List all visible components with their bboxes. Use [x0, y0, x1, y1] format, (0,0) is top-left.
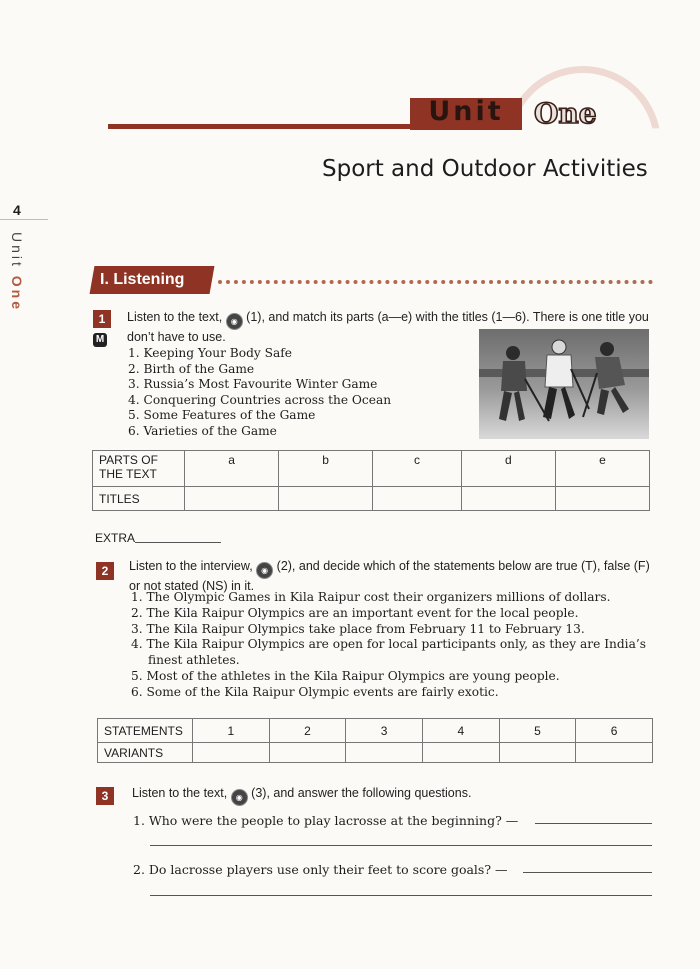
ex2-instruction-post: (2), and decide which of the statements below are true (T), false (F) or not stated (NS) in it.: [129, 559, 650, 593]
ex1-instruction-pre: Listen to the text,: [127, 310, 223, 324]
audio-disc-icon: ◉: [256, 562, 273, 579]
answer-cell[interactable]: [269, 743, 346, 763]
question-1: 1. Who were the people to play lacrosse at the beginning? —: [133, 813, 519, 828]
list-item: 2. The Kila Raipur Olympics are an important event for the local people.: [131, 605, 579, 620]
answer-cell[interactable]: [373, 487, 462, 511]
table-cell: d: [461, 451, 555, 487]
table-cell: b: [279, 451, 373, 487]
marker-icon: M: [93, 333, 107, 347]
answer-cell[interactable]: [193, 743, 270, 763]
exercise-2-number: 2: [96, 562, 114, 580]
answer-cell[interactable]: [555, 487, 649, 511]
table-header-parts: PARTS OF THE TEXT: [93, 451, 185, 487]
list-item: 5. Some Features of the Game: [128, 408, 316, 422]
table-cell: 6: [576, 719, 653, 743]
answer-line[interactable]: [523, 872, 652, 873]
extra-label: EXTRA: [95, 531, 136, 545]
exercise-1-number: 1: [93, 310, 111, 328]
hockey-photo: [479, 329, 649, 439]
section-tab: [90, 266, 215, 294]
dotted-rule: [218, 270, 653, 284]
matching-table: [92, 450, 650, 511]
table-cell: 4: [422, 719, 499, 743]
unit-word: Unit: [428, 96, 504, 127]
list-item: 6. Some of the Kila Raipur Olympic events are fairly exotic.: [131, 684, 499, 699]
list-item: 1. Keeping Your Body Safe: [128, 346, 292, 360]
answer-cell[interactable]: [576, 743, 653, 763]
answer-line[interactable]: [150, 895, 652, 896]
answer-cell[interactable]: [279, 487, 373, 511]
side-unit-word: Unit: [9, 232, 25, 269]
answer-line[interactable]: [150, 845, 652, 846]
list-item: 4. Conquering Countries across the Ocean: [128, 392, 392, 407]
decorative-arc: [505, 66, 661, 222]
ex3-instruction-post: (3), and answer the following questions.: [251, 786, 472, 800]
question-2: 2. Do lacrosse players use only their feet to score goals? —: [133, 862, 508, 877]
exercise-3-instruction: [132, 786, 652, 806]
ex3-instruction-pre: Listen to the text,: [132, 786, 228, 800]
answer-cell[interactable]: [422, 743, 499, 763]
table-cell: 5: [499, 719, 576, 743]
page-title: Sport and Outdoor Activities: [322, 156, 648, 182]
table-cell: c: [373, 451, 462, 487]
statements-table: [97, 718, 653, 763]
exercise-2-list: [131, 590, 659, 701]
list-item: 1. The Olympic Games in Kila Raipur cost their organizers millions of dollars.: [131, 590, 611, 604]
table-header-statements: STATEMENTS: [98, 719, 193, 743]
exercise-3-number: 3: [96, 787, 114, 805]
exercise-2-instruction: [129, 559, 654, 594]
side-unit-label: [9, 232, 25, 312]
table-cell: 2: [269, 719, 346, 743]
side-one-word: One: [9, 275, 25, 313]
table-header-titles: TITLES: [93, 487, 185, 511]
list-item: 2. Birth of the Game: [128, 361, 255, 376]
extra-answer-line[interactable]: [135, 542, 221, 543]
audio-disc-icon: ◉: [231, 789, 248, 806]
answer-cell[interactable]: [346, 743, 423, 763]
answer-cell[interactable]: [185, 487, 279, 511]
ex2-instruction-pre: Listen to the interview,: [129, 559, 253, 573]
list-item: 3. Russia’s Most Favourite Winter Game: [128, 377, 378, 391]
list-item: 6. Varieties of the Game: [128, 423, 277, 438]
table-cell: e: [555, 451, 649, 487]
answer-cell[interactable]: [461, 487, 555, 511]
one-word: One: [534, 97, 597, 130]
list-item: 4. The Kila Raipur Olympics are open for local participants only, as they are India’s finest athletes.: [131, 637, 646, 668]
ex1-instruction-post: (1), and match its parts (a—e) with the titles (1—6). There is one title you don’t have to use.: [127, 310, 649, 344]
page-number: 4: [13, 202, 21, 218]
audio-disc-icon: ◉: [226, 313, 243, 330]
side-divider: [0, 219, 48, 220]
table-cell: 3: [346, 719, 423, 743]
answer-line[interactable]: [535, 823, 652, 824]
list-item: 5. Most of the athletes in the Kila Raipur Olympics are young people.: [131, 668, 560, 683]
table-cell: a: [185, 451, 279, 487]
table-header-variants: VARIANTS: [98, 743, 193, 763]
exercise-1-list: [128, 346, 468, 439]
section-label: I. Listening: [100, 271, 185, 288]
answer-cell[interactable]: [499, 743, 576, 763]
list-item: 3. The Kila Raipur Olympics take place from February 11 to February 13.: [131, 621, 585, 636]
table-cell: 1: [193, 719, 270, 743]
